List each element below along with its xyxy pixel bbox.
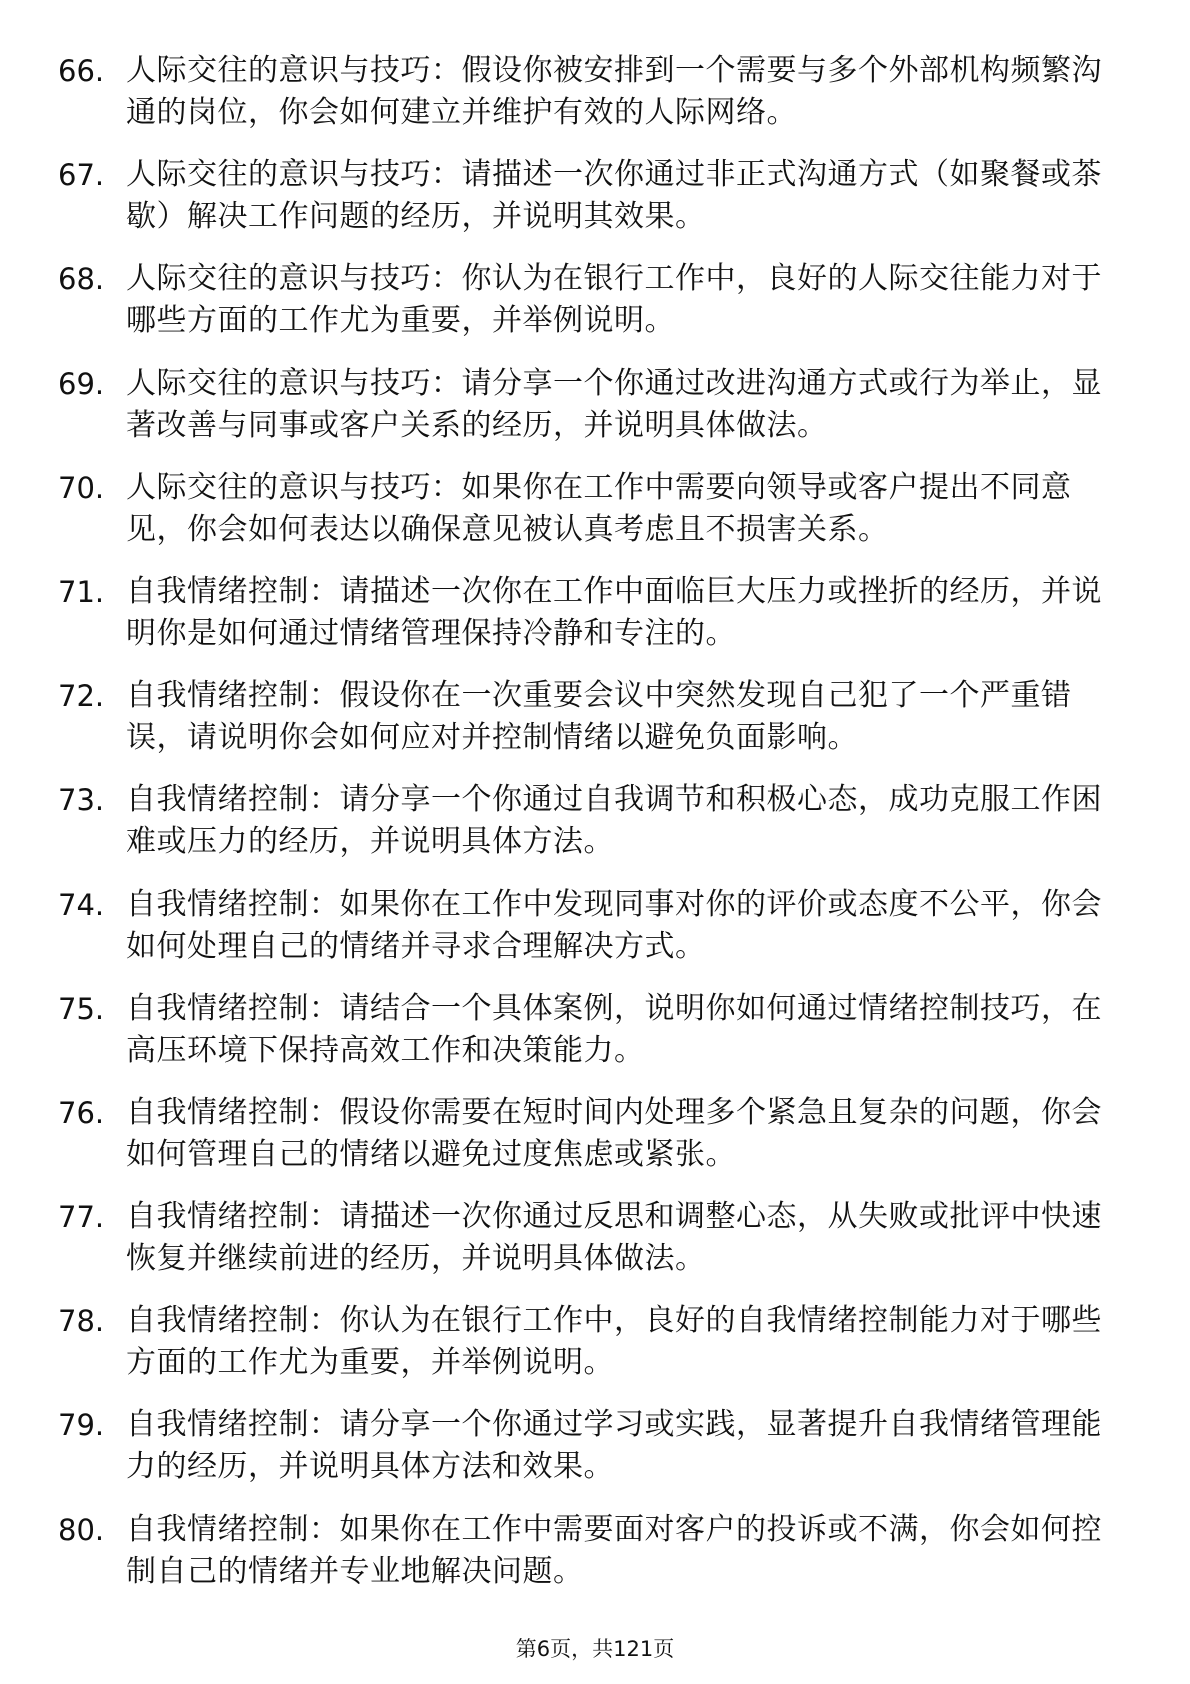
question-text: 自我情绪控制：如果你在工作中需要面对客户的投诉或不满，你会如何控制自己的情绪并专业地解决问题。	[126, 1511, 1102, 1589]
question-text: 自我情绪控制：请描述一次你通过反思和调整心态，从失败或批评中快速恢复并继续前进的经历，并说明具体做法。	[126, 1199, 1102, 1277]
question-number: 75.	[58, 991, 105, 1026]
question-number: 76.	[58, 1095, 105, 1130]
question-text: 自我情绪控制：请分享一个你通过自我调节和积极心态，成功克服工作困难或压力的经历，并说明具体方法。	[126, 782, 1102, 860]
question-text: 自我情绪控制：请描述一次你在工作中面临巨大压力或挫折的经历，并说明你是如何通过情绪管理保持冷静和专注的。	[126, 573, 1102, 651]
question-item	[58, 779, 1118, 863]
question-text: 人际交往的意识与技巧：你认为在银行工作中，良好的人际交往能力对于哪些方面的工作尤为重要，并举例说明。	[126, 261, 1102, 339]
question-number: 79.	[58, 1408, 105, 1443]
question-number: 74.	[58, 887, 105, 922]
question-text: 人际交往的意识与技巧：请描述一次你通过非正式沟通方式（如聚餐或茶歇）解决工作问题的经历，并说明其效果。	[126, 157, 1102, 235]
question-number: 72.	[58, 679, 105, 714]
question-item	[58, 50, 1118, 134]
question-text: 自我情绪控制：你认为在银行工作中，良好的自我情绪控制能力对于哪些方面的工作尤为重要，并举例说明。	[126, 1303, 1102, 1381]
question-text: 自我情绪控制：如果你在工作中发现同事对你的评价或态度不公平，你会如何处理自己的情绪并寻求合理解决方式。	[126, 886, 1102, 964]
question-number: 71.	[58, 574, 105, 609]
question-item	[58, 258, 1118, 342]
question-item	[58, 675, 1118, 759]
question-item	[58, 884, 1118, 968]
question-number: 80.	[58, 1512, 105, 1547]
question-item	[58, 571, 1118, 655]
question-text: 自我情绪控制：假设你需要在短时间内处理多个紧急且复杂的问题，你会如何管理自己的情绪以避免过度焦虑或紧张。	[126, 1094, 1102, 1172]
question-item	[58, 1509, 1118, 1593]
question-text: 人际交往的意识与技巧：请分享一个你通过改进沟通方式或行为举止，显著改善与同事或客户关系的经历，并说明具体做法。	[126, 365, 1102, 443]
question-item	[58, 988, 1118, 1072]
question-number: 78.	[58, 1304, 105, 1339]
question-number: 70.	[58, 470, 105, 505]
question-number: 66.	[58, 54, 105, 88]
question-text: 自我情绪控制：假设你在一次重要会议中突然发现自己犯了一个严重错误，请说明你会如何应对并控制情绪以避免负面影响。	[126, 678, 1072, 756]
question-item	[58, 154, 1118, 238]
question-number: 68.	[58, 262, 105, 297]
question-list	[58, 50, 1118, 1613]
question-item	[58, 467, 1118, 551]
question-text: 人际交往的意识与技巧：如果你在工作中需要向领导或客户提出不同意见，你会如何表达以确保意见被认真考虑且不损害关系。	[126, 469, 1072, 547]
question-text: 自我情绪控制：请分享一个你通过学习或实践，显著提升自我情绪管理能力的经历，并说明具体方法和效果。	[126, 1407, 1102, 1485]
question-item	[58, 363, 1118, 447]
page-number-label: 第6页，共121页	[515, 1637, 675, 1661]
question-item	[58, 1404, 1118, 1488]
question-text: 人际交往的意识与技巧：假设你被安排到一个需要与多个外部机构频繁沟通的岗位，你会如何建立并维护有效的人际网络。	[126, 53, 1102, 130]
question-item	[58, 1092, 1118, 1176]
question-number: 69.	[58, 366, 105, 401]
question-number: 67.	[58, 158, 105, 193]
page-footer	[0, 1634, 1190, 1664]
question-number: 77.	[58, 1200, 105, 1235]
question-text: 自我情绪控制：请结合一个具体案例，说明你如何通过情绪控制技巧，在高压环境下保持高效工作和决策能力。	[126, 990, 1102, 1068]
question-item	[58, 1196, 1118, 1280]
question-item	[58, 1300, 1118, 1384]
question-number: 73.	[58, 783, 105, 818]
